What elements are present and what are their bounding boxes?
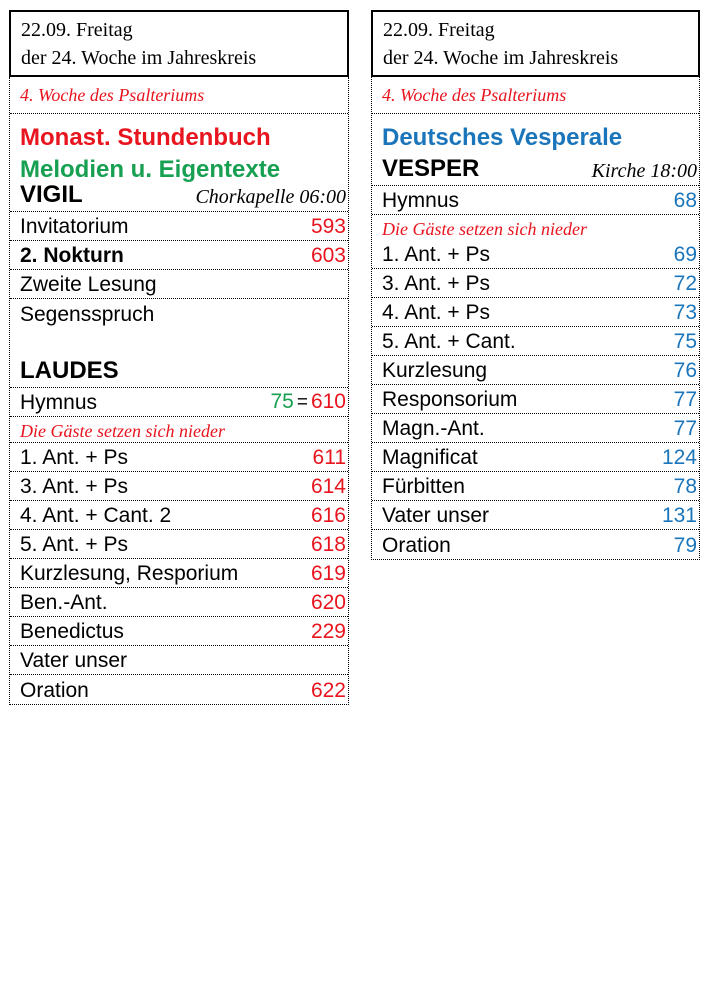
page-number: 131	[661, 504, 697, 527]
section-spacer	[10, 328, 348, 356]
vigil-list	[10, 212, 348, 328]
laudes-title: LAUDES	[20, 357, 119, 384]
list-item	[372, 385, 699, 414]
page-number: 616	[310, 504, 346, 527]
left-body	[9, 77, 349, 705]
laudes-list	[10, 442, 348, 704]
vesper-place-time: Kirche 18:00	[591, 160, 697, 182]
page-number: 77	[673, 417, 697, 440]
item-label: 3. Ant. + Ps	[20, 475, 128, 498]
guest-note: Die Gäste setzen sich nieder	[20, 421, 225, 441]
item-label: Fürbitten	[382, 475, 465, 498]
page-number: 75	[673, 330, 697, 353]
page-number: 72	[673, 272, 697, 295]
item-label: 3. Ant. + Ps	[382, 272, 490, 295]
list-item	[372, 501, 699, 530]
page-number: 603	[310, 244, 346, 267]
list-item	[10, 270, 348, 299]
page-number: 614	[310, 475, 346, 498]
psalter-week-row	[372, 77, 699, 114]
list-item	[372, 530, 699, 559]
date-label: 22.09. Freitag	[21, 18, 133, 41]
item-label: Vater unser	[382, 504, 489, 527]
item-label: 1. Ant. + Ps	[20, 446, 128, 469]
item-label: 5. Ant. + Cant.	[382, 330, 516, 353]
psalter-week-label: 4. Woche des Psalteriums	[382, 84, 567, 105]
list-item	[372, 298, 699, 327]
page-number: 69	[673, 243, 697, 266]
page-number: 622	[310, 679, 346, 702]
vesper-list	[372, 240, 699, 559]
item-page	[270, 388, 346, 416]
page-number: 618	[310, 533, 346, 556]
right-column	[371, 10, 700, 560]
book-title: Monast. Stundenbuch	[20, 124, 271, 151]
vigil-title: VIGIL	[20, 181, 83, 208]
week-label: der 24. Woche im Jahreskreis	[21, 46, 257, 69]
psalter-week-row	[10, 77, 348, 114]
item-label: Zweite Lesung	[20, 273, 157, 296]
item-label: Kurzlesung	[382, 359, 488, 382]
page-number: 78	[673, 475, 697, 498]
item-label: Oration	[20, 679, 89, 702]
list-item	[10, 559, 348, 588]
vesper-section-header	[372, 154, 699, 186]
item-label: Segensspruch	[20, 303, 155, 326]
list-item	[10, 443, 348, 472]
left-column	[9, 10, 349, 705]
date-header	[9, 10, 349, 77]
list-item	[372, 240, 699, 269]
page-number: 593	[310, 215, 346, 238]
item-label: Magnificat	[382, 446, 478, 469]
item-label: Vater unser	[20, 649, 127, 672]
list-item	[10, 501, 348, 530]
item-label: Magn.-Ant.	[382, 417, 485, 440]
page-number: 73	[673, 301, 697, 324]
laudes-section-header	[10, 356, 348, 388]
item-label: Ben.-Ant.	[20, 591, 108, 614]
list-item	[10, 675, 348, 704]
list-item-hymnus	[372, 186, 699, 215]
right-body	[371, 77, 700, 560]
page-number: 77	[673, 388, 697, 411]
week-label: der 24. Woche im Jahreskreis	[383, 46, 619, 69]
list-item	[10, 212, 348, 241]
page-number: 68	[673, 189, 697, 212]
page-number: 611	[312, 446, 346, 469]
vigil-section-header	[10, 181, 348, 212]
item-label: 4. Ant. + Ps	[382, 301, 490, 324]
item-label: Responsorium	[382, 388, 518, 411]
guest-note-row	[10, 417, 348, 442]
book-title: Deutsches Vesperale	[382, 124, 623, 151]
item-label: Oration	[382, 534, 451, 557]
page-number: 620	[310, 591, 346, 614]
list-item	[372, 356, 699, 385]
page-number: 229	[310, 620, 346, 643]
page-number: 619	[310, 562, 346, 585]
page-number: 124	[661, 446, 697, 469]
list-item	[372, 269, 699, 298]
date-label: 22.09. Freitag	[383, 18, 495, 41]
list-item	[372, 443, 699, 472]
item-label: Hymnus	[20, 391, 98, 414]
page-number: 79	[673, 534, 697, 557]
list-item	[10, 472, 348, 501]
item-label: 1. Ant. + Ps	[382, 243, 490, 266]
guest-note: Die Gäste setzen sich nieder	[382, 219, 587, 239]
equals-sign: =	[296, 392, 308, 413]
date-header	[371, 10, 700, 77]
list-item	[10, 617, 348, 646]
vigil-place-time: Chorkapelle 06:00	[195, 186, 346, 208]
list-item	[372, 472, 699, 501]
list-item	[372, 414, 699, 443]
list-item	[10, 299, 348, 328]
vesper-title: VESPER	[382, 155, 480, 182]
item-label: 4. Ant. + Cant. 2	[20, 504, 172, 527]
list-item-hymnus	[10, 388, 348, 417]
item-label: Kurzlesung, Resporium	[20, 562, 239, 585]
list-item	[10, 530, 348, 559]
item-label: Benedictus	[20, 620, 124, 643]
guest-note-row	[372, 215, 699, 240]
list-item	[10, 646, 348, 675]
list-item	[10, 588, 348, 617]
alt-page-number: 75	[270, 390, 294, 413]
page-number: 76	[673, 359, 697, 382]
item-label: Invitatorium	[20, 215, 129, 238]
psalter-week-label: 4. Woche des Psalteriums	[20, 84, 205, 105]
book-subtitle: Melodien u. Eigentexte	[20, 156, 281, 183]
list-item	[372, 327, 699, 356]
list-item	[10, 241, 348, 270]
item-label: 5. Ant. + Ps	[20, 533, 128, 556]
page-number: 610	[310, 390, 346, 413]
item-label: 2. Nokturn	[20, 244, 124, 267]
item-label: Hymnus	[382, 189, 460, 212]
